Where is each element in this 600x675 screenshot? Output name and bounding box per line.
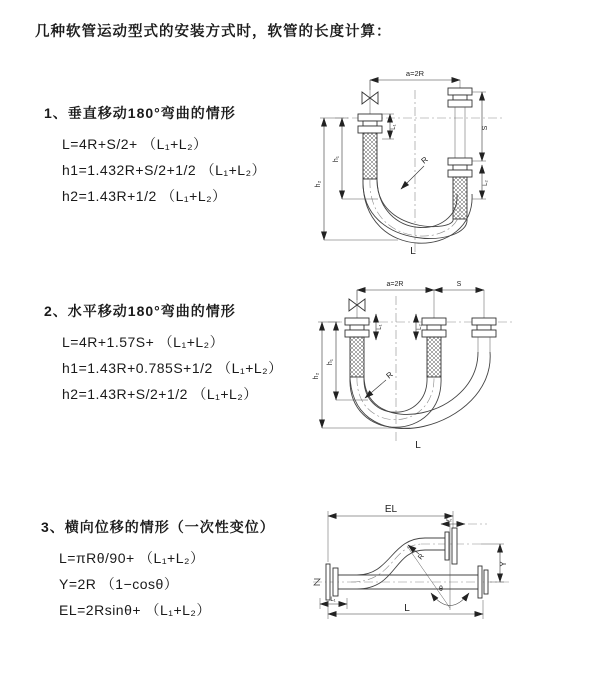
dim-label-s: S: [482, 125, 489, 131]
dimension-a-2r: [370, 69, 460, 90]
section-3-heading: 3、横向位移的情形（一次性变位）: [41, 519, 275, 535]
formula-h2: h2=1.43R+S/2+1/2 （L₁+L₂）: [62, 386, 258, 402]
radius-callout: [401, 155, 430, 189]
dimension-el: [328, 504, 453, 562]
right-flange-connector: [472, 318, 496, 352]
formula-h2: h2=1.43R+1/2 （L₁+L₂）: [62, 188, 227, 204]
dim-label-l1: L₁: [391, 124, 397, 130]
section-2-heading: 2、水平移动180°弯曲的情形: [44, 303, 236, 319]
dim-label-h1: h₁: [333, 155, 340, 163]
dimension-l: [328, 600, 483, 619]
formula-EL: EL=2Rsinθ+ （L₁+L₂）: [59, 602, 211, 618]
formula-L: L=4R+1.57S+ （L₁+L₂）: [62, 334, 225, 350]
radius-label: R: [384, 369, 395, 381]
diagram-horizontal-180-bend: [300, 276, 600, 462]
radius-callout: [365, 370, 395, 398]
dimension-s: [434, 281, 484, 290]
dim-label-y: Y: [499, 561, 508, 567]
dim-label-l2: L₂: [483, 180, 489, 186]
middle-flange-connector: [422, 318, 446, 377]
section-3-formulas: [59, 545, 275, 623]
radius-label: R: [417, 552, 426, 562]
formula-h1: h1=1.432R+S/2+1/2 （L₁+L₂）: [62, 162, 267, 178]
right-flange-connector: [448, 88, 472, 219]
u-hose-position-2: [350, 352, 490, 429]
dim-label-a2r: a=2R: [386, 281, 404, 288]
u-hose-position-1: [350, 377, 441, 427]
section-horizontal-movement: [44, 301, 283, 407]
dimension-s: [472, 92, 489, 161]
section-lateral-displacement: [41, 517, 275, 623]
upper-flange: [421, 528, 481, 564]
angle-construction: [407, 524, 469, 610]
dim-label-l1: L₁: [377, 324, 383, 330]
hose-length-label: L: [415, 440, 421, 451]
dim-label-l2: L₂: [417, 324, 423, 330]
hose-length-label: L: [410, 246, 416, 257]
dim-label-h1: h₁: [327, 358, 334, 366]
dim-label-h2: h₂: [313, 372, 320, 380]
diagram-vertical-180-bend: [300, 66, 600, 258]
left-flange-connector: [345, 318, 369, 377]
dimension-l1: [320, 597, 347, 609]
dimension-h2: [315, 118, 398, 240]
section-1-heading: 1、垂直移动180°弯曲的情形: [44, 105, 236, 121]
radius-label: R: [419, 154, 430, 166]
formula-h1: h1=1.43R+0.785S+1/2 （L₁+L₂）: [62, 360, 283, 376]
dim-label-s: S: [456, 281, 462, 288]
s-curve-hose: [351, 538, 425, 589]
page-title: 几种软管运动型式的安装方式时，软管的长度计算：: [35, 24, 392, 40]
dimension-l2: [441, 517, 487, 524]
dim-label-l: L: [404, 603, 410, 614]
dimension-l2: [472, 165, 489, 199]
section-1-formulas: [62, 131, 266, 209]
section-2-formulas: [62, 329, 283, 407]
angle-label: θ: [439, 586, 443, 593]
diagram-lateral-displacement: [295, 494, 600, 652]
formula-L: L=πRθ/90+ （L₁+L₂）: [59, 550, 205, 566]
section-vertical-movement: [44, 103, 266, 209]
dimension-a-2r: [357, 281, 484, 318]
valve-icon: [349, 290, 365, 318]
dim-label-l1: L₁: [330, 597, 336, 603]
dim-label-h2: h₂: [315, 180, 322, 188]
formula-L: L=4R+S/2+ （L₁+L₂）: [62, 136, 208, 152]
dim-label-a2r: a=2R: [405, 69, 425, 78]
formula-Y: Y=2R （1−cosθ）: [59, 576, 179, 592]
dimension-l1: [376, 314, 383, 340]
dim-label-el: EL: [384, 504, 398, 515]
left-flange-connector: [358, 114, 382, 179]
valve-icon: [362, 80, 378, 114]
dim-label-l2: L₂: [446, 517, 452, 523]
